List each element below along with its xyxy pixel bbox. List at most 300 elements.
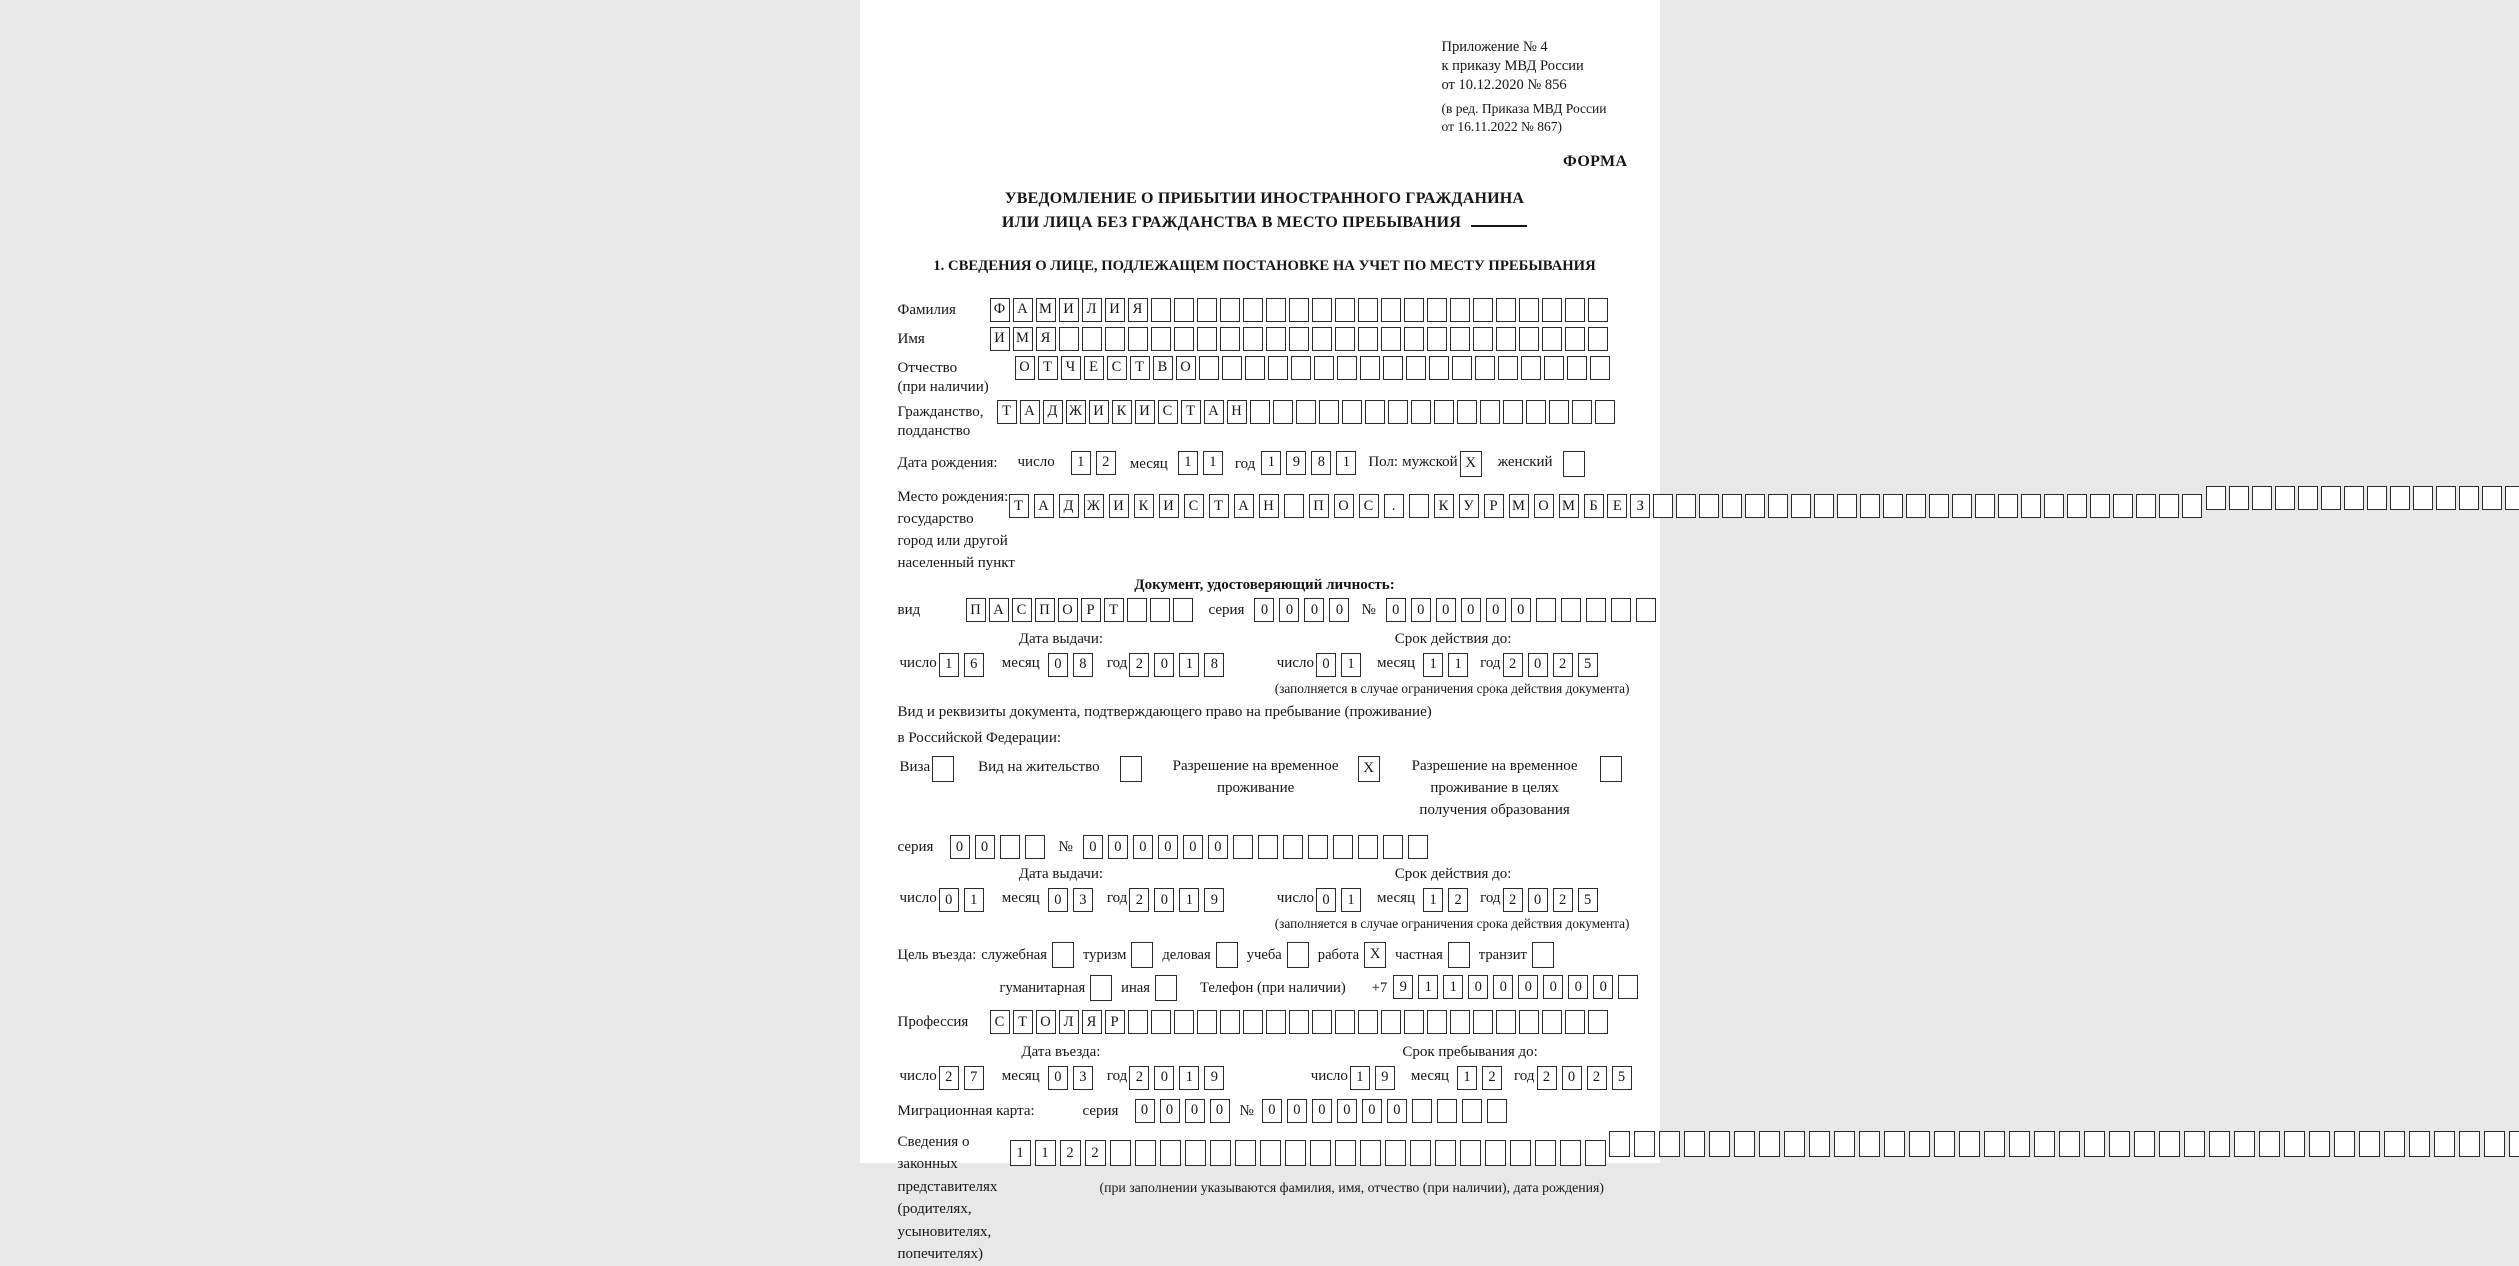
char-box[interactable] — [1473, 298, 1493, 322]
char-box[interactable] — [2090, 494, 2110, 518]
char-box[interactable] — [1498, 356, 1518, 380]
char-box[interactable] — [1173, 598, 1193, 622]
char-box[interactable] — [1314, 356, 1334, 380]
char-box[interactable]: К — [1434, 494, 1454, 518]
char-box[interactable] — [2321, 486, 2341, 510]
char-box[interactable] — [1245, 356, 1265, 380]
char-box[interactable] — [1595, 400, 1615, 424]
char-box[interactable]: Р — [1105, 1010, 1125, 1034]
purpose-other-checkbox[interactable] — [1155, 975, 1177, 1001]
char-box[interactable]: Т — [1038, 356, 1058, 380]
char-box[interactable]: 2 — [1129, 653, 1149, 677]
char-box[interactable] — [1434, 400, 1454, 424]
char-box[interactable]: М — [1559, 494, 1579, 518]
char-box[interactable] — [1412, 1099, 1432, 1123]
char-box[interactable]: С — [1012, 598, 1032, 622]
char-box[interactable] — [1335, 298, 1355, 322]
char-box[interactable]: С — [1184, 494, 1204, 518]
char-box[interactable]: 1 — [1336, 451, 1356, 475]
char-box[interactable]: 2 — [1553, 888, 1573, 912]
char-box[interactable]: С — [1158, 400, 1178, 424]
char-box[interactable]: 0 — [939, 888, 959, 912]
char-box[interactable]: 0 — [1562, 1066, 1582, 1090]
char-box[interactable] — [1151, 327, 1171, 351]
char-box[interactable]: 2 — [1448, 888, 1468, 912]
char-box[interactable]: 7 — [964, 1066, 984, 1090]
char-box[interactable]: О — [1334, 494, 1354, 518]
char-box[interactable]: И — [1159, 494, 1179, 518]
char-box[interactable]: 0 — [1048, 1066, 1068, 1090]
char-box[interactable] — [1860, 494, 1880, 518]
purpose-commercial-checkbox[interactable] — [1216, 942, 1238, 968]
char-box[interactable]: С — [1107, 356, 1127, 380]
char-box[interactable] — [1535, 1140, 1556, 1166]
char-box[interactable] — [1952, 494, 1972, 518]
char-box[interactable] — [1383, 356, 1403, 380]
char-box[interactable] — [1519, 1010, 1539, 1034]
char-box[interactable]: 5 — [1578, 653, 1598, 677]
char-box[interactable] — [1335, 327, 1355, 351]
char-box[interactable] — [1337, 356, 1357, 380]
char-box[interactable]: 0 — [1593, 975, 1613, 999]
char-box[interactable] — [1450, 1010, 1470, 1034]
char-box[interactable]: 2 — [1085, 1140, 1106, 1166]
char-box[interactable]: 0 — [975, 835, 995, 859]
char-box[interactable] — [2136, 494, 2156, 518]
char-box[interactable] — [1406, 356, 1426, 380]
char-box[interactable] — [2209, 1131, 2230, 1157]
char-box[interactable]: В — [1153, 356, 1173, 380]
char-box[interactable] — [1243, 298, 1263, 322]
char-box[interactable] — [1174, 1010, 1194, 1034]
char-box[interactable]: 1 — [1010, 1140, 1031, 1166]
purpose-study-checkbox[interactable] — [1287, 942, 1309, 968]
char-box[interactable] — [1410, 1140, 1431, 1166]
char-box[interactable]: 0 — [1568, 975, 1588, 999]
char-box[interactable] — [1427, 298, 1447, 322]
char-box[interactable] — [1653, 494, 1673, 518]
char-box[interactable] — [1784, 1131, 1805, 1157]
char-box[interactable]: 0 — [1387, 1099, 1407, 1123]
char-box[interactable]: Я — [1082, 1010, 1102, 1034]
char-box[interactable] — [1485, 1140, 1506, 1166]
char-box[interactable] — [2367, 486, 2387, 510]
char-box[interactable] — [1235, 1140, 1256, 1166]
char-box[interactable] — [2390, 486, 2410, 510]
char-box[interactable]: 0 — [1312, 1099, 1332, 1123]
char-box[interactable] — [2234, 1131, 2255, 1157]
char-box[interactable]: Б — [1584, 494, 1604, 518]
char-box[interactable]: И — [1089, 400, 1109, 424]
char-box[interactable] — [1151, 298, 1171, 322]
char-box[interactable]: 2 — [1060, 1140, 1081, 1166]
char-box[interactable]: 0 — [1436, 598, 1456, 622]
char-box[interactable] — [1185, 1140, 1206, 1166]
char-box[interactable] — [1135, 1140, 1156, 1166]
char-box[interactable] — [1450, 298, 1470, 322]
char-box[interactable]: 0 — [1304, 598, 1324, 622]
char-box[interactable] — [1319, 400, 1339, 424]
char-box[interactable] — [1586, 598, 1606, 622]
char-box[interactable]: 1 — [1341, 888, 1361, 912]
char-box[interactable]: 1 — [964, 888, 984, 912]
char-box[interactable] — [1959, 1131, 1980, 1157]
purpose-transit-checkbox[interactable] — [1532, 942, 1554, 968]
char-box[interactable] — [1342, 400, 1362, 424]
char-box[interactable] — [1197, 298, 1217, 322]
char-box[interactable]: Ч — [1061, 356, 1081, 380]
char-box[interactable] — [1544, 356, 1564, 380]
char-box[interactable] — [1174, 327, 1194, 351]
char-box[interactable]: Р — [1484, 494, 1504, 518]
char-box[interactable] — [2509, 1131, 2519, 1157]
char-box[interactable]: 2 — [1537, 1066, 1557, 1090]
char-box[interactable] — [2359, 1131, 2380, 1157]
char-box[interactable]: 0 — [1160, 1099, 1180, 1123]
char-box[interactable]: 1 — [1443, 975, 1463, 999]
char-box[interactable] — [1435, 1140, 1456, 1166]
char-box[interactable] — [2044, 494, 2064, 518]
char-box[interactable]: Т — [1209, 494, 1229, 518]
char-box[interactable] — [2284, 1131, 2305, 1157]
char-box[interactable] — [1151, 1010, 1171, 1034]
char-box[interactable] — [1768, 494, 1788, 518]
char-box[interactable]: 1 — [1448, 653, 1468, 677]
char-box[interactable]: 0 — [1183, 835, 1203, 859]
char-box[interactable]: А — [1204, 400, 1224, 424]
char-box[interactable] — [1220, 298, 1240, 322]
char-box[interactable]: 0 — [1316, 653, 1336, 677]
char-box[interactable] — [1909, 1131, 1930, 1157]
char-box[interactable]: 0 — [1262, 1099, 1282, 1123]
char-box[interactable]: 0 — [1154, 653, 1174, 677]
char-box[interactable]: 1 — [1423, 653, 1443, 677]
char-box[interactable]: 1 — [1179, 888, 1199, 912]
char-box[interactable] — [1291, 356, 1311, 380]
char-box[interactable]: 0 — [1486, 598, 1506, 622]
char-box[interactable]: 0 — [1135, 1099, 1155, 1123]
char-box[interactable]: 0 — [950, 835, 970, 859]
char-box[interactable]: А — [1234, 494, 1254, 518]
char-box[interactable]: Н — [1259, 494, 1279, 518]
char-box[interactable] — [1289, 327, 1309, 351]
char-box[interactable] — [1333, 835, 1353, 859]
char-box[interactable]: 0 — [1528, 888, 1548, 912]
char-box[interactable] — [2334, 1131, 2355, 1157]
char-box[interactable]: Я — [1036, 327, 1056, 351]
char-box[interactable] — [1519, 327, 1539, 351]
char-box[interactable] — [1128, 1010, 1148, 1034]
char-box[interactable] — [1358, 1010, 1378, 1034]
char-box[interactable] — [2409, 1131, 2430, 1157]
char-box[interactable]: 8 — [1204, 653, 1224, 677]
char-box[interactable]: П — [966, 598, 986, 622]
char-box[interactable] — [2059, 1131, 2080, 1157]
char-box[interactable] — [1809, 1131, 1830, 1157]
char-box[interactable] — [1381, 327, 1401, 351]
char-box[interactable] — [1429, 356, 1449, 380]
char-box[interactable]: И — [1059, 298, 1079, 322]
char-box[interactable]: 2 — [1553, 653, 1573, 677]
char-box[interactable]: П — [1035, 598, 1055, 622]
char-box[interactable] — [2459, 1131, 2480, 1157]
char-box[interactable]: 2 — [1129, 1066, 1149, 1090]
char-box[interactable] — [1312, 298, 1332, 322]
char-box[interactable] — [1289, 1010, 1309, 1034]
char-box[interactable]: Ф — [990, 298, 1010, 322]
char-box[interactable] — [1457, 400, 1477, 424]
char-box[interactable] — [2484, 1131, 2505, 1157]
char-box[interactable] — [1503, 400, 1523, 424]
char-box[interactable]: 8 — [1073, 653, 1093, 677]
char-box[interactable] — [1588, 298, 1608, 322]
char-box[interactable] — [2434, 1131, 2455, 1157]
char-box[interactable] — [2344, 486, 2364, 510]
char-box[interactable] — [1220, 1010, 1240, 1034]
char-box[interactable] — [1883, 494, 1903, 518]
char-box[interactable] — [2298, 486, 2318, 510]
char-box[interactable] — [1699, 494, 1719, 518]
purpose-work-checkbox[interactable]: X — [1364, 942, 1386, 968]
char-box[interactable] — [1266, 327, 1286, 351]
char-box[interactable]: 0 — [1210, 1099, 1230, 1123]
char-box[interactable] — [1233, 835, 1253, 859]
char-box[interactable]: О — [1015, 356, 1035, 380]
char-box[interactable]: М — [1036, 298, 1056, 322]
char-box[interactable]: С — [990, 1010, 1010, 1034]
char-box[interactable]: М — [1509, 494, 1529, 518]
temp-residence-checkbox[interactable]: X — [1358, 756, 1380, 782]
char-box[interactable]: 0 — [1543, 975, 1563, 999]
char-box[interactable] — [1358, 835, 1378, 859]
char-box[interactable] — [1408, 835, 1428, 859]
char-box[interactable]: 1 — [1203, 451, 1223, 475]
char-box[interactable] — [2436, 486, 2456, 510]
char-box[interactable]: 3 — [1073, 888, 1093, 912]
char-box[interactable]: Т — [1013, 1010, 1033, 1034]
char-box[interactable]: Л — [1082, 298, 1102, 322]
char-box[interactable]: М — [1013, 327, 1033, 351]
char-box[interactable] — [1588, 327, 1608, 351]
char-box[interactable] — [2482, 486, 2502, 510]
char-box[interactable]: 0 — [1337, 1099, 1357, 1123]
char-box[interactable] — [1759, 1131, 1780, 1157]
char-box[interactable] — [1385, 1140, 1406, 1166]
char-box[interactable] — [1427, 1010, 1447, 1034]
char-box[interactable] — [1308, 835, 1328, 859]
char-box[interactable] — [1561, 598, 1581, 622]
char-box[interactable] — [1260, 1140, 1281, 1166]
char-box[interactable]: 2 — [1503, 653, 1523, 677]
char-box[interactable] — [1409, 494, 1429, 518]
char-box[interactable] — [1567, 356, 1587, 380]
char-box[interactable] — [1220, 327, 1240, 351]
char-box[interactable]: 0 — [1158, 835, 1178, 859]
char-box[interactable] — [1536, 598, 1556, 622]
char-box[interactable] — [1335, 1010, 1355, 1034]
char-box[interactable] — [1128, 327, 1148, 351]
char-box[interactable]: 0 — [1468, 975, 1488, 999]
char-box[interactable] — [2134, 1131, 2155, 1157]
char-box[interactable] — [1381, 1010, 1401, 1034]
char-box[interactable]: Ж — [1084, 494, 1104, 518]
char-box[interactable]: 0 — [1528, 653, 1548, 677]
char-box[interactable]: С — [1359, 494, 1379, 518]
char-box[interactable] — [1549, 400, 1569, 424]
char-box[interactable] — [1636, 598, 1656, 622]
char-box[interactable] — [1659, 1131, 1680, 1157]
char-box[interactable] — [1266, 1010, 1286, 1034]
char-box[interactable]: 0 — [1411, 598, 1431, 622]
char-box[interactable] — [1404, 327, 1424, 351]
purpose-tourism-checkbox[interactable] — [1131, 942, 1153, 968]
char-box[interactable]: Е — [1607, 494, 1627, 518]
char-box[interactable] — [2182, 494, 2202, 518]
char-box[interactable]: 9 — [1286, 451, 1306, 475]
char-box[interactable] — [1542, 298, 1562, 322]
char-box[interactable] — [2184, 1131, 2205, 1157]
char-box[interactable]: 2 — [939, 1066, 959, 1090]
char-box[interactable] — [1475, 356, 1495, 380]
char-box[interactable] — [1618, 975, 1638, 999]
char-box[interactable] — [1722, 494, 1742, 518]
char-box[interactable] — [2309, 1131, 2330, 1157]
char-box[interactable] — [1243, 1010, 1263, 1034]
char-box[interactable] — [1611, 598, 1631, 622]
char-box[interactable] — [1496, 327, 1516, 351]
char-box[interactable]: 0 — [1048, 888, 1068, 912]
char-box[interactable] — [1676, 494, 1696, 518]
char-box[interactable] — [1273, 400, 1293, 424]
char-box[interactable]: 0 — [1287, 1099, 1307, 1123]
char-box[interactable] — [1105, 327, 1125, 351]
char-box[interactable]: 0 — [1185, 1099, 1205, 1123]
char-box[interactable]: Е — [1084, 356, 1104, 380]
char-box[interactable] — [1296, 400, 1316, 424]
char-box[interactable]: А — [1020, 400, 1040, 424]
char-box[interactable]: 0 — [1493, 975, 1513, 999]
char-box[interactable]: Д — [1043, 400, 1063, 424]
temp-residence-edu-checkbox[interactable] — [1600, 756, 1622, 782]
char-box[interactable]: И — [1105, 298, 1125, 322]
char-box[interactable]: Т — [1009, 494, 1029, 518]
char-box[interactable] — [1473, 1010, 1493, 1034]
char-box[interactable] — [1734, 1131, 1755, 1157]
char-box[interactable] — [2034, 1131, 2055, 1157]
char-box[interactable] — [1745, 494, 1765, 518]
char-box[interactable] — [1365, 400, 1385, 424]
char-box[interactable] — [1285, 1140, 1306, 1166]
char-box[interactable] — [1427, 327, 1447, 351]
char-box[interactable] — [1496, 1010, 1516, 1034]
char-box[interactable] — [1127, 598, 1147, 622]
char-box[interactable]: 0 — [1518, 975, 1538, 999]
char-box[interactable] — [1462, 1099, 1482, 1123]
char-box[interactable] — [1335, 1140, 1356, 1166]
char-box[interactable] — [1268, 356, 1288, 380]
char-box[interactable] — [1360, 1140, 1381, 1166]
char-box[interactable] — [2252, 486, 2272, 510]
char-box[interactable] — [2159, 1131, 2180, 1157]
char-box[interactable] — [1199, 356, 1219, 380]
char-box[interactable]: Т — [1104, 598, 1124, 622]
char-box[interactable] — [2021, 494, 2041, 518]
char-box[interactable]: 0 — [1083, 835, 1103, 859]
char-box[interactable]: Р — [1081, 598, 1101, 622]
char-box[interactable]: 1 — [1178, 451, 1198, 475]
char-box[interactable] — [1560, 1140, 1581, 1166]
char-box[interactable]: Д — [1059, 494, 1079, 518]
char-box[interactable]: Т — [1130, 356, 1150, 380]
char-box[interactable] — [1837, 494, 1857, 518]
char-box[interactable] — [1814, 494, 1834, 518]
char-box[interactable]: 8 — [1311, 451, 1331, 475]
char-box[interactable] — [2384, 1131, 2405, 1157]
male-checkbox[interactable]: X — [1460, 451, 1482, 477]
char-box[interactable]: 1 — [1418, 975, 1438, 999]
char-box[interactable] — [1284, 494, 1304, 518]
char-box[interactable] — [1360, 356, 1380, 380]
char-box[interactable] — [1289, 298, 1309, 322]
char-box[interactable] — [1358, 298, 1378, 322]
char-box[interactable] — [1243, 327, 1263, 351]
char-box[interactable] — [1312, 327, 1332, 351]
char-box[interactable] — [2159, 494, 2179, 518]
char-box[interactable]: О — [1534, 494, 1554, 518]
char-box[interactable]: 3 — [1073, 1066, 1093, 1090]
char-box[interactable] — [1609, 1131, 1630, 1157]
char-box[interactable]: З — [1630, 494, 1650, 518]
char-box[interactable] — [1383, 835, 1403, 859]
char-box[interactable]: 2 — [1503, 888, 1523, 912]
purpose-business-checkbox[interactable] — [1052, 942, 1074, 968]
char-box[interactable]: 0 — [1511, 598, 1531, 622]
char-box[interactable] — [1585, 1140, 1606, 1166]
char-box[interactable]: И — [990, 327, 1010, 351]
char-box[interactable]: Я — [1128, 298, 1148, 322]
char-box[interactable]: 0 — [1133, 835, 1153, 859]
char-box[interactable] — [1975, 494, 1995, 518]
char-box[interactable]: А — [989, 598, 1009, 622]
char-box[interactable] — [1110, 1140, 1131, 1166]
char-box[interactable]: 9 — [1204, 888, 1224, 912]
char-box[interactable] — [1150, 598, 1170, 622]
char-box[interactable] — [1310, 1140, 1331, 1166]
char-box[interactable]: А — [1013, 298, 1033, 322]
char-box[interactable]: 0 — [1386, 598, 1406, 622]
char-box[interactable]: 0 — [1154, 1066, 1174, 1090]
char-box[interactable]: О — [1176, 356, 1196, 380]
char-box[interactable] — [2009, 1131, 2030, 1157]
char-box[interactable]: И — [1109, 494, 1129, 518]
char-box[interactable]: 2 — [1096, 451, 1116, 475]
char-box[interactable]: 1 — [939, 653, 959, 677]
char-box[interactable]: 5 — [1612, 1066, 1632, 1090]
char-box[interactable] — [2084, 1131, 2105, 1157]
char-box[interactable]: П — [1309, 494, 1329, 518]
char-box[interactable] — [1526, 400, 1546, 424]
char-box[interactable] — [1884, 1131, 1905, 1157]
char-box[interactable]: 0 — [1154, 888, 1174, 912]
char-box[interactable]: 0 — [1208, 835, 1228, 859]
char-box[interactable] — [1473, 327, 1493, 351]
char-box[interactable] — [1934, 1131, 1955, 1157]
char-box[interactable]: К — [1112, 400, 1132, 424]
char-box[interactable]: Л — [1059, 1010, 1079, 1034]
char-box[interactable] — [1381, 298, 1401, 322]
char-box[interactable] — [1998, 494, 2018, 518]
char-box[interactable] — [2067, 494, 2087, 518]
